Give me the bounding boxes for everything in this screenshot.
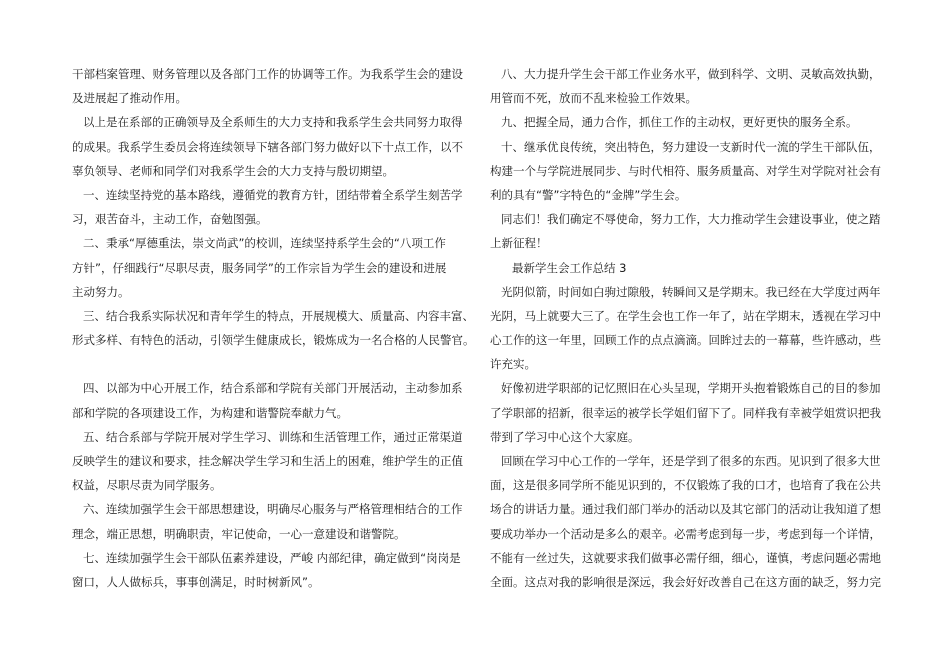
text-line: 上新征程！: [490, 236, 548, 251]
text-line: 九、把握全局，通力合作，抓住工作的主动权，更好更快的服务全系。: [501, 115, 858, 130]
text-line: 要成功举办一个活动是多么的艰辛。必需考虑到每一步，考虑到每一个详情，: [490, 526, 881, 541]
section-heading: 最新学生会工作总结 3: [512, 260, 627, 275]
text-line: 许充实。: [490, 357, 536, 372]
text-line: 窗口，人人做标兵，事事创满足，时时树新风”。: [72, 574, 320, 589]
text-line: 理念，端正思想，明确职责，牢记使命，一心一意建设和谐警院。: [72, 526, 406, 541]
text-line: 同志们！我们确定不辱使命，努力工作，大力推动学生会建设事业，使之踏: [501, 212, 881, 227]
text-line: 反映学生的建议和要求，挂念解决学生学习和生活上的困难，维护学生的正值: [72, 454, 463, 468]
text-line: 心工作的这一年里，回顾工作的点点滴滴。回眸过去的一幕幕，些许感动，些: [490, 333, 881, 348]
paragraph-spacer: [72, 352, 472, 376]
text-line: 六、连续加强学生会干部思想建设，明确尽心服务与严格管理相结合的工作: [83, 502, 463, 517]
text-line: 带到了学习中心这个大家庭。: [490, 429, 640, 444]
text-line: 干部档案管理、财务管理以及各部门工作的协调等工作。为我系学生会的建设: [72, 67, 463, 81]
text-line: 利的具有“警”字特色的“金牌”学生会。: [490, 187, 687, 202]
text-line: 形式多样、有特色的活动，引领学生健康成长，锻炼成为一名合格的人民警官。: [72, 333, 475, 348]
text-line: 方针”，仔细践行“尽职尽责，服务同学”的工作宗旨为学生会的建设和进展: [72, 260, 447, 275]
text-line: 四、以部为中心开展工作，结合系部和学院有关部门开展活动，主动参加系: [83, 381, 463, 396]
text-line: 以上是在系部的正确领导及全系师生的大力支持和我系学生会共同努力取得: [83, 115, 463, 130]
text-line: 用管而不死，放而不乱来检验工作效果。: [490, 91, 697, 106]
text-line: 构建一个与学院进展同步、与时代相符、服务质量高、对学生对学院对社会有: [490, 163, 881, 178]
text-line: 八、大力提升学生会干部工作业务水平，做到科学、文明、灵敏高效执勤，: [501, 67, 881, 81]
text-line: 二、秉承“厚德重法，崇文尚武”的校训，连续坚持系学生会的“八项工作: [83, 236, 446, 251]
text-line: 十、继承优良传统，突出特色，努力建设一支新时代一流的学生干部队伍，: [501, 139, 881, 154]
text-line: 全面。这点对我的影响很是深远，我会好好改善自己在这方面的缺乏，努力完: [490, 574, 881, 589]
text-line: 不能有一丝过失，这就要求我们做事必需仔细，细心，谨慎，考虑问题必需地: [490, 550, 881, 565]
text-line: 面，这是很多同学所不能见识到的，不仅锻炼了我的口才，也培育了我在公共: [490, 478, 881, 493]
left-text-column: [72, 62, 475, 594]
text-line: 主动努力。: [72, 284, 130, 299]
text-line: 及进展起了推动作用。: [72, 91, 187, 106]
text-line: 光阴似箭，时间如白驹过隙般，转瞬间又是学期末。我已经在大学度过两年: [501, 284, 881, 299]
text-line: 三、结合我系实际状况和青年学生的特点，开展规模大、质量高、内容丰富、: [83, 308, 474, 323]
text-line: 习，艰苦奋斗，主动工作，奋勉图强。: [72, 212, 268, 227]
text-line: 部和学院的各项建设工作，为构建和谐警院奉献力气。: [72, 405, 348, 420]
text-line: 场合的讲话力量。通过我们部门举办的活动以及其它部门的活动让我知道了想: [490, 502, 881, 517]
text-line: 好像初进学职部的记忆照旧在心头呈现，学期开头抱着锻炼自己的目的参加: [501, 381, 881, 396]
text-line: 五、结合系部与学院开展对学生学习、训练和生活管理工作，通过正常渠道: [83, 429, 463, 444]
text-line: 的成果。我系学生委员会将连续领导下辖各部门努力做好以下十点工作，以不: [72, 139, 463, 154]
right-text-column: [490, 62, 890, 594]
text-line: 了学职部的招新，很幸运的被学长学姐们留下了。同样我有幸被学姐赏识把我: [490, 405, 881, 420]
text-line: 一、连续坚持党的基本路线，遵循党的教育方针，团结带着全系学生刻苦学: [83, 187, 463, 202]
text-line: 七、连续加强学生会干部队伍素养建设，严峻 内部纪律，确定做到“岗岗是: [83, 550, 461, 565]
text-line: 辜负领导、老师和同学们对我系学生会的大力支持与殷切期望。: [72, 163, 394, 178]
text-line: 光阴，马上就要大三了。在学生会也工作一年了，站在学期末，透视在学习中: [490, 308, 881, 323]
text-line: 回顾在学习中心工作的一学年，还是学到了很多的东西。见识到了很多大世: [501, 454, 881, 468]
text-line: 权益，尽职尽责为同学服务。: [72, 478, 222, 493]
